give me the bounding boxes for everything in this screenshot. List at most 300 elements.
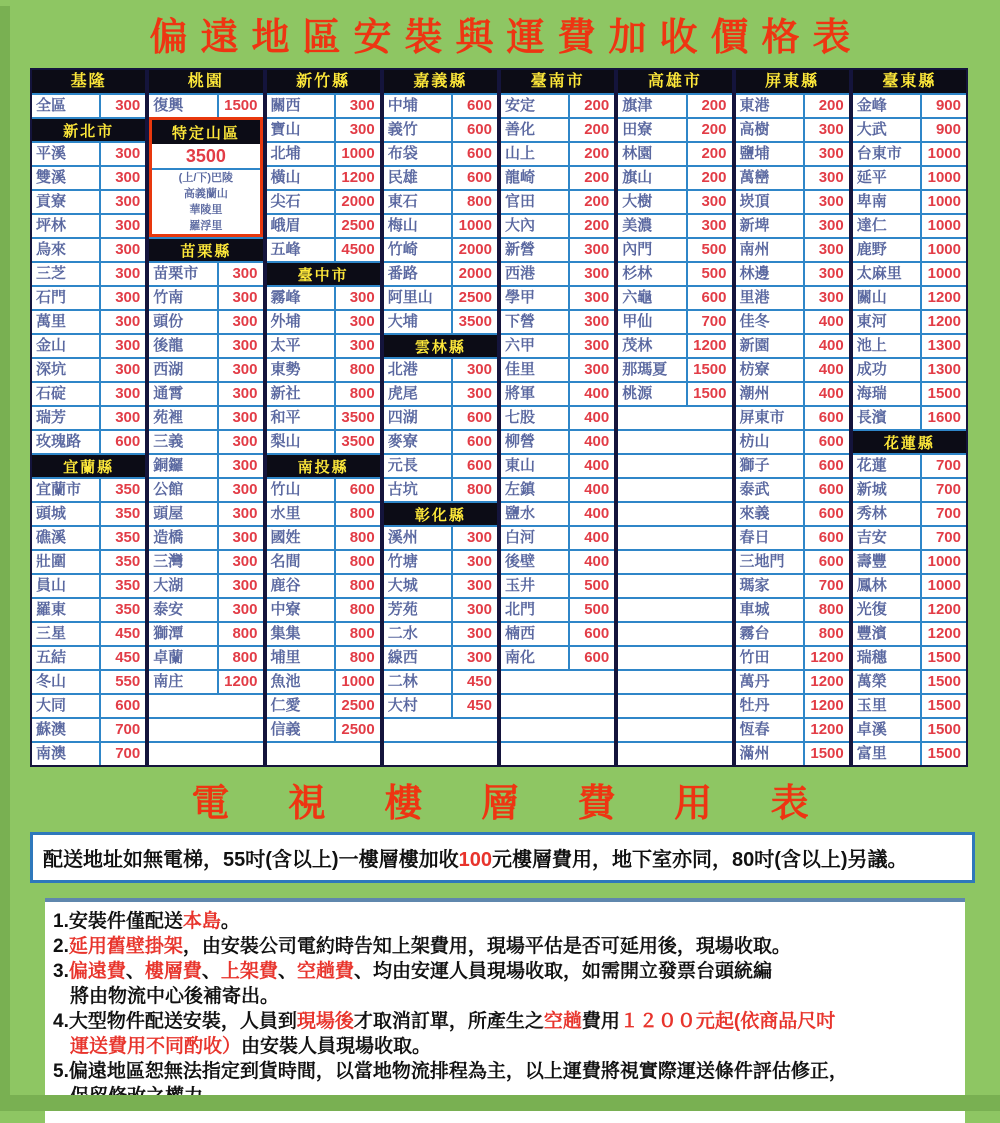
table-row [32,429,145,453]
region-price: 350 [115,553,141,570]
region-price: 1200 [341,169,375,186]
region-price: 300 [349,313,375,330]
region-name: 麥寮 [384,431,453,453]
empty-cell [501,669,614,693]
region-price: 800 [349,529,375,546]
table-row [736,477,849,501]
region-name: 大內 [501,215,570,237]
region-price: 2500 [458,289,492,306]
region-price: 800 [349,385,375,402]
table-row [501,621,614,645]
region-price: 300 [701,217,727,234]
county-column [851,68,968,767]
region-price: 300 [584,361,610,378]
table-row [32,165,145,189]
note-text: 3. [53,961,69,982]
region-name: 大埔 [384,311,453,333]
region-name: 新社 [267,383,336,405]
region-price: 800 [349,625,375,642]
region-name: 美濃 [618,215,687,237]
note-line [53,959,953,984]
empty-cell [618,693,731,717]
region-price: 300 [115,289,141,306]
table-row [501,309,614,333]
table-row [384,573,497,597]
table-row [853,645,966,669]
table-row [149,285,262,309]
table-row [618,333,731,357]
region-name: 西湖 [149,359,218,381]
region-price: 500 [584,601,610,618]
region-name: 崁頂 [736,191,805,213]
empty-cell [501,693,614,717]
region-name: 台東市 [853,143,922,165]
region-price: 1000 [927,265,961,282]
table-row [736,213,849,237]
highlighted-text: 100 [458,849,492,871]
table-row [501,645,614,669]
table-row [853,621,966,645]
empty-cell [501,741,614,765]
region-name: 枋山 [736,431,805,453]
region-price: 200 [701,169,727,186]
region-price: 450 [115,625,141,642]
region-price: 3500 [341,433,375,450]
table-row [853,477,966,501]
special-area-price: 3500 [152,144,259,168]
region-price: 400 [818,313,844,330]
region-price: 300 [466,385,492,402]
floor-fee-note-box [30,832,975,883]
region-name: 吉安 [853,527,922,549]
table-row [853,597,966,621]
region-name: 林園 [618,143,687,165]
region-name: 竹崎 [384,239,453,261]
table-row [501,285,614,309]
region-name: 安定 [501,95,570,117]
county-column [734,68,851,767]
table-row [32,261,145,285]
table-row [853,333,966,357]
note-text: 由安裝人員現場收取。 [241,1036,432,1057]
empty-cell [149,717,262,741]
region-price: 1000 [927,577,961,594]
note-text: ，由安裝公司電約時告知上架費用，現場平估是否可延用後，現場收取。 [182,936,791,957]
note-line [53,1059,953,1084]
table-row [32,93,145,117]
table-row [149,429,262,453]
table-row [853,93,966,117]
region-price: 1500 [927,385,961,402]
region-name: 魚池 [267,671,336,693]
region-price: 1000 [927,145,961,162]
note-text: 5.偏遠地區恕無法指定到貨時間，以當地物流排程為主，以上運費將視實際運送條件評估修正， [53,1061,848,1082]
table-row [384,381,497,405]
table-row [149,525,262,549]
county-header: 基隆 [32,70,145,93]
region-name: 光復 [853,599,922,621]
region-price: 1000 [927,193,961,210]
table-row [267,333,380,357]
region-price: 1000 [341,145,375,162]
county-header: 臺東縣 [853,70,966,93]
region-name: 新城 [853,479,922,501]
table-row [736,165,849,189]
table-row [267,501,380,525]
county-column [382,68,499,767]
note-text: 、 [201,961,221,982]
region-name: 復興 [149,95,218,117]
table-row [384,357,497,381]
region-price: 800 [349,649,375,666]
region-name: 萬丹 [736,671,805,693]
empty-cell [618,621,731,645]
notes-box [45,898,965,1123]
region-name: 元長 [384,455,453,477]
region-price: 600 [466,121,492,138]
region-name: 佳冬 [736,311,805,333]
region-name: 富里 [853,743,922,765]
page-title: 偏遠地區安裝與運費加收價格表 [149,17,864,59]
table-row [267,717,380,741]
region-price: 350 [115,601,141,618]
empty-cell [149,693,262,717]
table-row [736,621,849,645]
table-row [32,477,145,501]
region-name: 金山 [32,335,101,357]
region-price: 1000 [927,169,961,186]
region-price: 300 [584,241,610,258]
table-row [267,285,380,309]
empty-cell [618,741,731,765]
special-area-header: 特定山區 [152,120,259,144]
region-name: 二水 [384,623,453,645]
region-name: 梨山 [267,431,336,453]
region-name: 龍崎 [501,167,570,189]
region-name: 虎尾 [384,383,453,405]
region-name: 北港 [384,359,453,381]
table-row [618,261,731,285]
region-name: 車城 [736,599,805,621]
table-row [853,453,966,477]
region-name: 延平 [853,167,922,189]
region-name: 礁溪 [32,527,101,549]
region-name: 埔里 [267,647,336,669]
table-row [853,117,966,141]
region-price: 300 [232,265,258,282]
table-row [267,693,380,717]
region-name: 田寮 [618,119,687,141]
table-row [853,693,966,717]
table-row [618,357,731,381]
table-row [32,693,145,717]
region-name: 大同 [32,695,101,717]
region-name: 卑南 [853,191,922,213]
table-row [736,549,849,573]
note-line [53,909,953,934]
region-price: 300 [584,289,610,306]
region-price: 600 [466,433,492,450]
table-row [267,405,380,429]
region-price: 200 [701,121,727,138]
note-line [53,1009,953,1034]
table-row [384,213,497,237]
region-price: 200 [584,145,610,162]
region-price: 400 [584,481,610,498]
region-name: 公館 [149,479,218,501]
region-name: 集集 [267,623,336,645]
region-price: 1500 [927,673,961,690]
table-row [501,141,614,165]
table-row [853,309,966,333]
table-row [736,141,849,165]
region-price: 500 [701,241,727,258]
region-price: 800 [349,553,375,570]
highlighted-text: 現場後 [296,1011,354,1032]
table-row [32,141,145,165]
region-name: 茂林 [618,335,687,357]
region-name: 民雄 [384,167,453,189]
region-name: 頭屋 [149,503,218,525]
region-name: 南澳 [32,743,101,765]
region-name: 關山 [853,287,922,309]
table-row [149,381,262,405]
county-header: 高雄市 [618,70,731,93]
village-line: (上/下)巴陵 [178,172,234,184]
region-name: 竹南 [149,287,218,309]
table-row [384,117,497,141]
region-name: 國姓 [267,527,336,549]
region-price: 800 [818,601,844,618]
region-price: 2500 [341,697,375,714]
region-price: 400 [584,505,610,522]
table-row [736,189,849,213]
table-row [384,597,497,621]
highlighted-text: 偏遠費 [68,961,126,982]
region-name: 瑪家 [736,575,805,597]
region-name: 西港 [501,263,570,285]
region-price: 700 [935,529,961,546]
region-name: 東勢 [267,359,336,381]
region-name: 南庄 [149,671,218,693]
table-row [149,93,262,117]
region-price: 600 [115,433,141,450]
region-price: 300 [115,97,141,114]
table-row [853,261,966,285]
region-price: 300 [115,145,141,162]
table-row [501,93,614,117]
region-price: 700 [701,313,727,330]
region-name: 冬山 [32,671,101,693]
region-price: 300 [232,601,258,618]
table-row [267,645,380,669]
table-row [853,189,966,213]
region-name: 宜蘭市 [32,479,101,501]
region-price: 300 [818,169,844,186]
empty-cell [618,405,731,429]
region-price: 300 [115,217,141,234]
village-line: 華陵里 [189,204,223,216]
region-name: 長濱 [853,407,922,429]
region-name: 北門 [501,599,570,621]
empty-cell [267,741,380,765]
table-row [501,501,614,525]
table-row [149,453,262,477]
note-text: 元樓層費用，地下室亦同，80吋(含以上)另議。 [491,849,908,871]
table-row [149,573,262,597]
table-row [267,141,380,165]
region-price: 300 [115,361,141,378]
region-price: 400 [584,409,610,426]
table-row [384,309,497,333]
table-row [736,117,849,141]
region-price: 600 [584,625,610,642]
table-row [384,669,497,693]
region-price: 400 [584,385,610,402]
table-row [853,285,966,309]
region-price: 300 [466,601,492,618]
region-price: 300 [818,265,844,282]
note-text: 、 [125,961,145,982]
region-name: 名間 [267,551,336,573]
region-name: 水里 [267,503,336,525]
region-name: 銅鑼 [149,455,218,477]
region-price: 2000 [458,241,492,258]
region-name: 布袋 [384,143,453,165]
region-name: 官田 [501,191,570,213]
region-price: 300 [466,361,492,378]
empty-cell [618,501,731,525]
region-name: 北埔 [267,143,336,165]
table-row [501,237,614,261]
region-name: 平溪 [32,143,101,165]
table-row [267,573,380,597]
region-price: 3500 [458,313,492,330]
region-price: 300 [115,169,141,186]
region-price: 300 [818,289,844,306]
table-row [501,381,614,405]
region-name: 泰安 [149,599,218,621]
region-name: 石門 [32,287,101,309]
region-price: 300 [232,457,258,474]
region-name: 烏來 [32,239,101,261]
region-price: 300 [232,313,258,330]
table-row [32,285,145,309]
region-name: 屏東市 [736,407,805,429]
page-left-border [0,6,10,1111]
region-price: 300 [115,409,141,426]
table-row [32,357,145,381]
region-name: 深坑 [32,359,101,381]
region-price: 1500 [927,721,961,738]
region-name: 甲仙 [618,311,687,333]
region-price: 1500 [927,649,961,666]
empty-cell [618,549,731,573]
table-row [853,213,966,237]
region-price: 300 [232,385,258,402]
region-price: 800 [349,505,375,522]
table-row [853,525,966,549]
region-name: 五結 [32,647,101,669]
region-name: 鹽埔 [736,143,805,165]
table-row [267,429,380,453]
region-price: 800 [466,193,492,210]
table-row [853,357,966,381]
table-row [32,405,145,429]
table-row [149,645,262,669]
region-name: 鹿谷 [267,575,336,597]
region-name: 那瑪夏 [618,359,687,381]
note-text: 配送地址如無電梯，55吋(含以上)一樓層樓加收 [43,849,459,871]
table-row [736,573,849,597]
region-price: 600 [466,145,492,162]
region-price: 600 [466,457,492,474]
note-text: 1.安裝件僅配送 [53,911,183,932]
region-name: 義竹 [384,119,453,141]
table-row [501,405,614,429]
county-header: 嘉義縣 [384,70,497,93]
table-row [267,117,380,141]
region-name: 金峰 [853,95,922,117]
region-name: 造橋 [149,527,218,549]
region-name: 尖石 [267,191,336,213]
table-row [853,669,966,693]
empty-cell [618,669,731,693]
region-price: 700 [935,457,961,474]
table-row [32,237,145,261]
region-price: 450 [466,697,492,714]
highlighted-text: 本島 [182,911,221,932]
county-header: 新竹縣 [267,70,380,93]
region-name: 竹山 [267,479,336,501]
table-row [267,237,380,261]
table-row [501,597,614,621]
region-name: 成功 [853,359,922,381]
table-row [853,741,966,765]
region-name: 大城 [384,575,453,597]
region-name: 鹿野 [853,239,922,261]
region-price: 400 [818,385,844,402]
table-row [32,525,145,549]
region-price: 800 [818,625,844,642]
note-text: 、 [277,961,297,982]
region-name: 壽豐 [853,551,922,573]
table-row [736,717,849,741]
table-row [736,597,849,621]
note-text: 2. [53,936,69,957]
region-price: 1200 [693,337,727,354]
region-name: 峨眉 [267,215,336,237]
table-row [501,333,614,357]
region-name: 桃源 [618,383,687,405]
region-price: 600 [818,505,844,522]
empty-cell [618,429,731,453]
region-name: 玉里 [853,695,922,717]
region-price: 550 [115,673,141,690]
table-row [149,357,262,381]
region-price: 800 [349,601,375,618]
table-row [32,549,145,573]
empty-cell [618,573,731,597]
region-name: 內門 [618,239,687,261]
table-row [618,141,731,165]
note-line [53,1034,953,1059]
region-price: 350 [115,505,141,522]
region-price: 300 [466,577,492,594]
region-price: 450 [466,673,492,690]
table-row [618,381,731,405]
region-name: 通霄 [149,383,218,405]
